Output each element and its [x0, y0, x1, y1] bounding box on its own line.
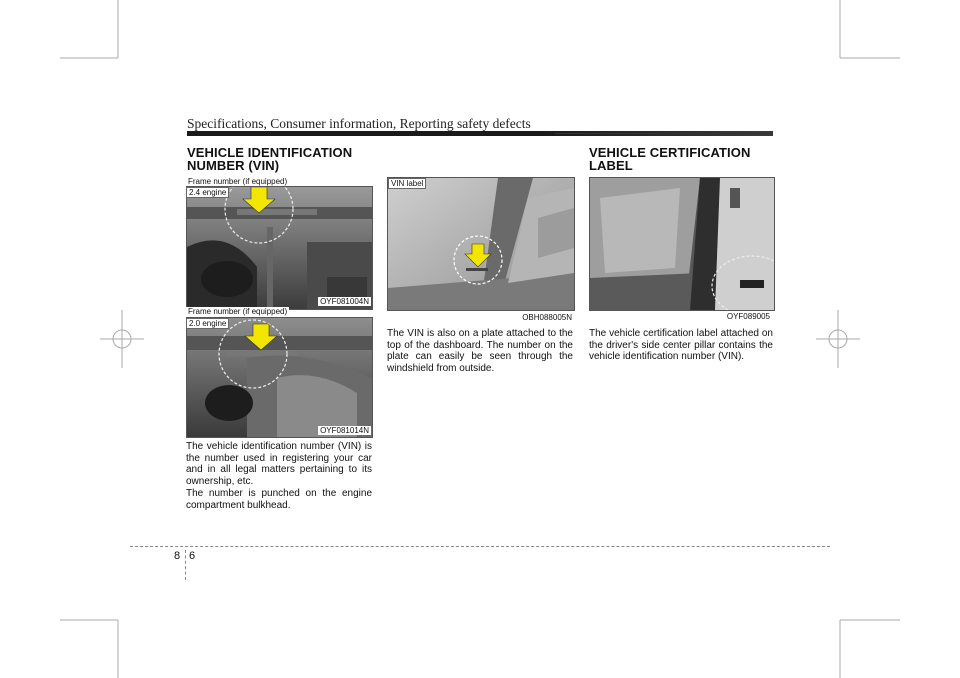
photo1-frame-label: Frame number (if equipped): [188, 177, 288, 186]
footer-divider: [130, 546, 830, 547]
dashboard-vin-photo: [387, 177, 575, 311]
engine-bay-photo-2-0: [186, 317, 373, 438]
page-number-divider: [185, 550, 186, 580]
chapter-number: 8: [174, 550, 181, 562]
cert-heading-line1: VEHICLE CERTIFICATION: [589, 145, 751, 160]
door-pillar-photo: [589, 177, 775, 311]
photo2-engine-label: 2.0 engine: [186, 318, 229, 329]
photo1-engine-label: 2.4 engine: [186, 187, 229, 198]
dashboard-vin-paragraph: The VIN is also on a plate attached to the top of the dashboard. The number on the plate can easily be seen through the windshield from outside.: [387, 328, 573, 374]
vin-heading: [187, 146, 352, 172]
cert-heading-line2: LABEL: [589, 158, 633, 173]
photo1-code: OYF081004N: [320, 297, 369, 306]
vin-heading-line1: VEHICLE IDENTIFICATION: [187, 145, 353, 160]
cert-label-paragraph: The vehicle certification label attached on the driver's side center pillar contains the vehicle identification number (VIN).: [589, 328, 773, 362]
vin-label-tag: VIN label: [388, 178, 426, 189]
vin-heading-line2: NUMBER (VIN): [187, 158, 280, 173]
photo3-code: OBH088005N: [522, 313, 572, 322]
photo4-code: OYF089005: [726, 312, 770, 321]
engine-bay-illustration-2: [187, 318, 372, 437]
engine-bay-illustration: [187, 187, 372, 309]
header-bar: [187, 131, 773, 136]
photo2-frame-label: Frame number (if equipped): [188, 307, 288, 316]
cert-label-heading: [589, 146, 750, 172]
header-title: Specifications, Consumer information, Reporting safety defects: [187, 116, 531, 131]
door-pillar-illustration: [590, 178, 774, 310]
engine-bay-photo-2-4: [186, 186, 373, 310]
vin-paragraph-1: The vehicle identification number (VIN) is the number used in registering your car and in all legal matters pertaining to its ownership, etc.: [186, 441, 372, 487]
page-number: 6: [189, 550, 196, 562]
windshield-illustration: [388, 178, 574, 310]
photo2-code: OYF081014N: [320, 426, 369, 435]
vin-paragraph-2: The number is punched on the engine compartment bulkhead.: [186, 488, 372, 511]
